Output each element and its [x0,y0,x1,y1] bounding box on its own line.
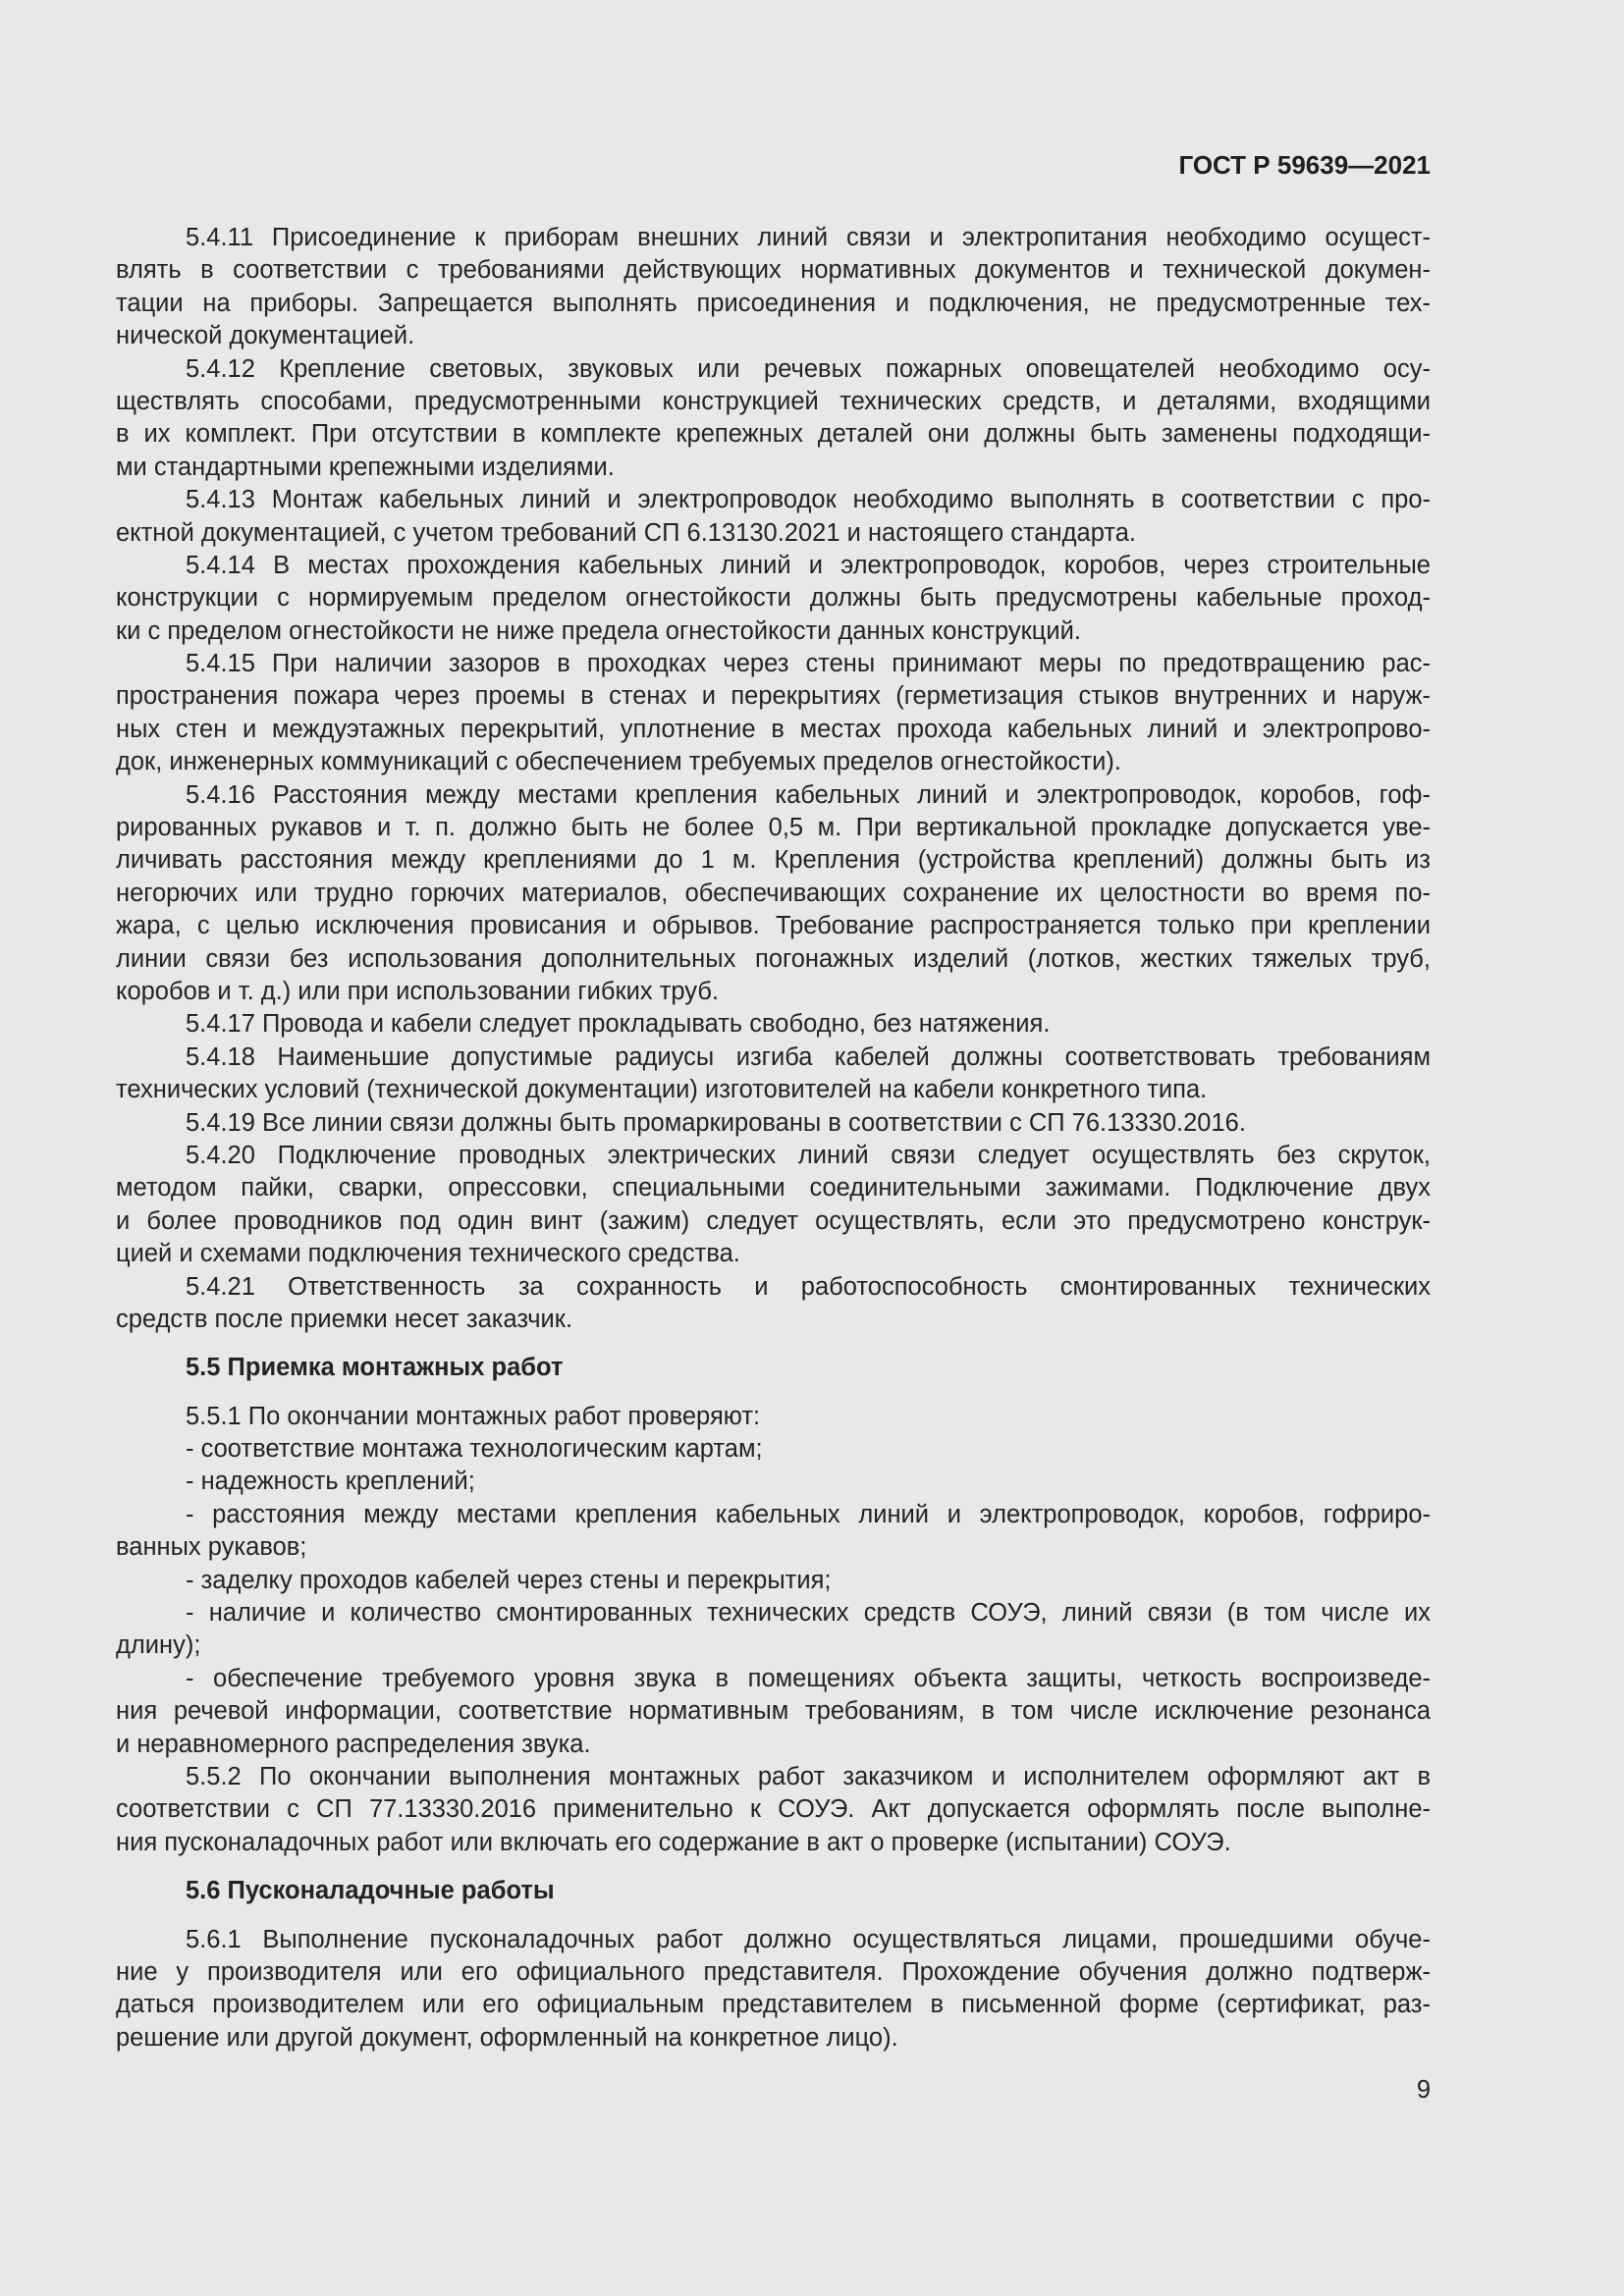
text-line: 5.4.18 Наименьшие допустимые радиусы изгиба кабелей должны соответствовать требованиям [186,1042,1431,1071]
text-line: личивать расстояния между креплениями до 1 м. Крепления (устройства креплений) должны быть из [116,846,1431,875]
clause-5-5-1 [116,1401,1431,1433]
text-line: 5.4.20 Подключение проводных электрических линий связи следует осуществлять без скруток, [186,1141,1431,1169]
text-line: и неравномерного распределения звука. [116,1730,591,1758]
text-line: ществлять способами, предусмотренными конструкцией технических средств, и деталями, входящими [116,387,1431,415]
check-item-equipment-count [116,1597,1431,1663]
text-line: рированных рукавов и т. п. должно быть не более 0,5 м. При вертикальной прокладке допускается уве- [116,814,1431,842]
text-line: соответствии с СП 77.13330.2016 применительно к СОУЭ. Акт допускается оформлять после выполне- [116,1795,1431,1824]
clause-5-4-18 [116,1041,1431,1107]
clause-5-4-15 [116,648,1431,779]
document-header-standard-number: ГОСТ Р 59639—2021 [1178,150,1431,180]
text-line: 5.4.13 Монтаж кабельных линий и электропроводок необходимо выполнять в соответствии с про- [186,486,1431,514]
check-item-fastening-distances [116,1499,1431,1565]
check-item-fastening-reliability [116,1466,1431,1498]
clause-5-4-17 [116,1008,1431,1041]
text-line: методом пайки, сварки, опрессовки, специальными соединительными зажимами. Подключение двух [116,1174,1431,1202]
text-line: ми стандартными крепежными изделиями. [116,453,615,481]
text-line: ние у производителя или его официального представителя. Прохождение обучения должно подтверж- [116,1957,1431,1986]
text-line: ки с пределом огнестойкости не ниже предела огнестойкости данных конструкций. [116,616,1081,645]
check-item-sound-level [116,1663,1431,1761]
clause-5-4-11 [116,222,1431,353]
text-line: - расстояния между местами крепления кабельных линий и электропроводок, коробов, гофриро- [186,1500,1431,1528]
text-line: ектной документацией, с учетом требований СП 6.13130.2021 и настоящего стандарта. [116,518,1136,547]
text-line: влять в соответствии с требованиями действующих нормативных документов и технической докумен- [116,256,1431,285]
text-line: цией и схемами подключения технического средства. [116,1240,740,1268]
document-body [116,222,1431,2055]
text-line: линии связи без использования дополнительных погонажных изделий (лотков, жестких тяжелых труб, [116,944,1431,973]
text-line: 5.4.17 Провода и кабели следует прокладывать свободно, без натяжения. [186,1010,1051,1039]
text-line: нической документацией. [116,322,415,350]
text-line: 5.4.14 В местах прохождения кабельных линий и электропроводок, коробов, через строительные [186,551,1431,579]
clause-5-4-14 [116,550,1431,648]
text-line: ния пусконаладочных работ или включать его содержание в акт о проверке (испытании) СОУЭ. [116,1828,1231,1856]
text-line: длину); [116,1631,201,1660]
text-line: 5.6.1 Выполнение пусконаладочных работ должно осуществляться лицами, прошедшими обуче- [186,1925,1431,1953]
text-line: 5.4.16 Расстояния между местами крепления кабельных линий и электропроводок, коробов, гоф- [186,780,1431,809]
clause-5-4-12 [116,353,1431,485]
clause-5-5-2 [116,1761,1431,1859]
text-line: коробов и т. д.) или при использовании гибких труб. [116,977,720,1005]
text-line: 5.5.2 По окончании выполнения монтажных работ заказчиком и исполнителем оформляют акт в [186,1762,1431,1790]
check-item-installation-maps [116,1433,1431,1466]
text-line: ванных рукавов; [116,1533,307,1562]
text-line: конструкции с нормируемым пределом огнестойкости должны быть предусмотрены кабельные проход- [116,584,1431,613]
text-line: 5.4.19 Все линии связи должны быть промаркированы в соответствии с СП 76.13330.2016. [186,1108,1246,1137]
text-line: пространения пожара через проемы в стенах и перекрытиях (герметизация стыков внутренних и наруж- [116,682,1431,711]
text-line: - обеспечение требуемого уровня звука в помещениях объекта защиты, четкость воспроизведе- [186,1664,1431,1692]
text-line: ния речевой информации, соответствие нормативным требованиям, в том числе исключение резонанса [116,1697,1431,1726]
section-heading-5-6: 5.6 Пусконаладочные работы [186,1877,555,1905]
text-line: - наличие и количество смонтированных технических средств СОУЭ, линий связи (в том числе их [186,1599,1431,1628]
text-line: жара, с целью исключения провисания и обрывов. Требование распространяется только при креплении [116,912,1431,940]
text-line: средств после приемки несет заказчик. [116,1305,573,1333]
text-line: тации на приборы. Запрещается выполнять присоединения и подключения, не предусмотренные тех- [116,289,1431,317]
text-line: - соответствие монтажа технологическим картам; [186,1435,763,1464]
text-line: док, инженерных коммуникаций с обеспечением требуемых пределов огнестойкости). [116,748,1121,776]
text-line: и более проводников под один винт (зажим) следует осуществлять, если это предусмотрено конструк- [116,1206,1431,1235]
text-line: 5.5.1 По окончании монтажных работ проверяют: [186,1402,761,1430]
text-line: даться производителем или его официальным представителем в письменной форме (сертификат, раз- [116,1991,1431,2019]
text-line: 5.4.15 При наличии зазоров в проходках через стены принимают меры по предотвращению рас- [186,650,1431,678]
text-line: технических условий (технической документации) изготовителей на кабели конкретного типа. [116,1076,1208,1104]
text-line: 5.4.11 Присоединение к приборам внешних линий связи и электропитания необходимо осущест- [186,224,1431,251]
clause-5-4-20 [116,1140,1431,1271]
section-heading-5-5: 5.5 Приемка монтажных работ [186,1354,564,1382]
text-line: негорючих или трудно горючих материалов, обеспечивающих сохранение их целостности во время по- [116,879,1431,907]
clause-5-4-16 [116,779,1431,1009]
text-line: - надежность креплений; [186,1468,475,1496]
text-line: в их комплект. При отсутствии в комплекте крепежных деталей они должны быть заменены подходящи- [116,420,1431,449]
text-line: ных стен и междуэтажных перекрытий, уплотнение в местах прохода кабельных линий и электропрово- [116,715,1431,743]
text-line: - заделку проходов кабелей через стены и перекрытия; [186,1566,832,1594]
text-line: решение или другой документ, оформленный на конкретное лицо). [116,2023,898,2052]
clause-5-4-13 [116,484,1431,550]
check-item-cable-passages [116,1565,1431,1597]
page-number: 9 [1416,2076,1431,2104]
text-line: 5.4.21 Ответственность за сохранность и работоспособность смонтированных технических [186,1272,1431,1301]
clause-5-4-19 [116,1107,1431,1140]
text-line: 5.4.12 Крепление световых, звуковых или речевых пожарных оповещателей необходимо осу- [186,354,1431,383]
clause-5-4-21 [116,1271,1431,1337]
clause-5-6-1 [116,1924,1431,2056]
